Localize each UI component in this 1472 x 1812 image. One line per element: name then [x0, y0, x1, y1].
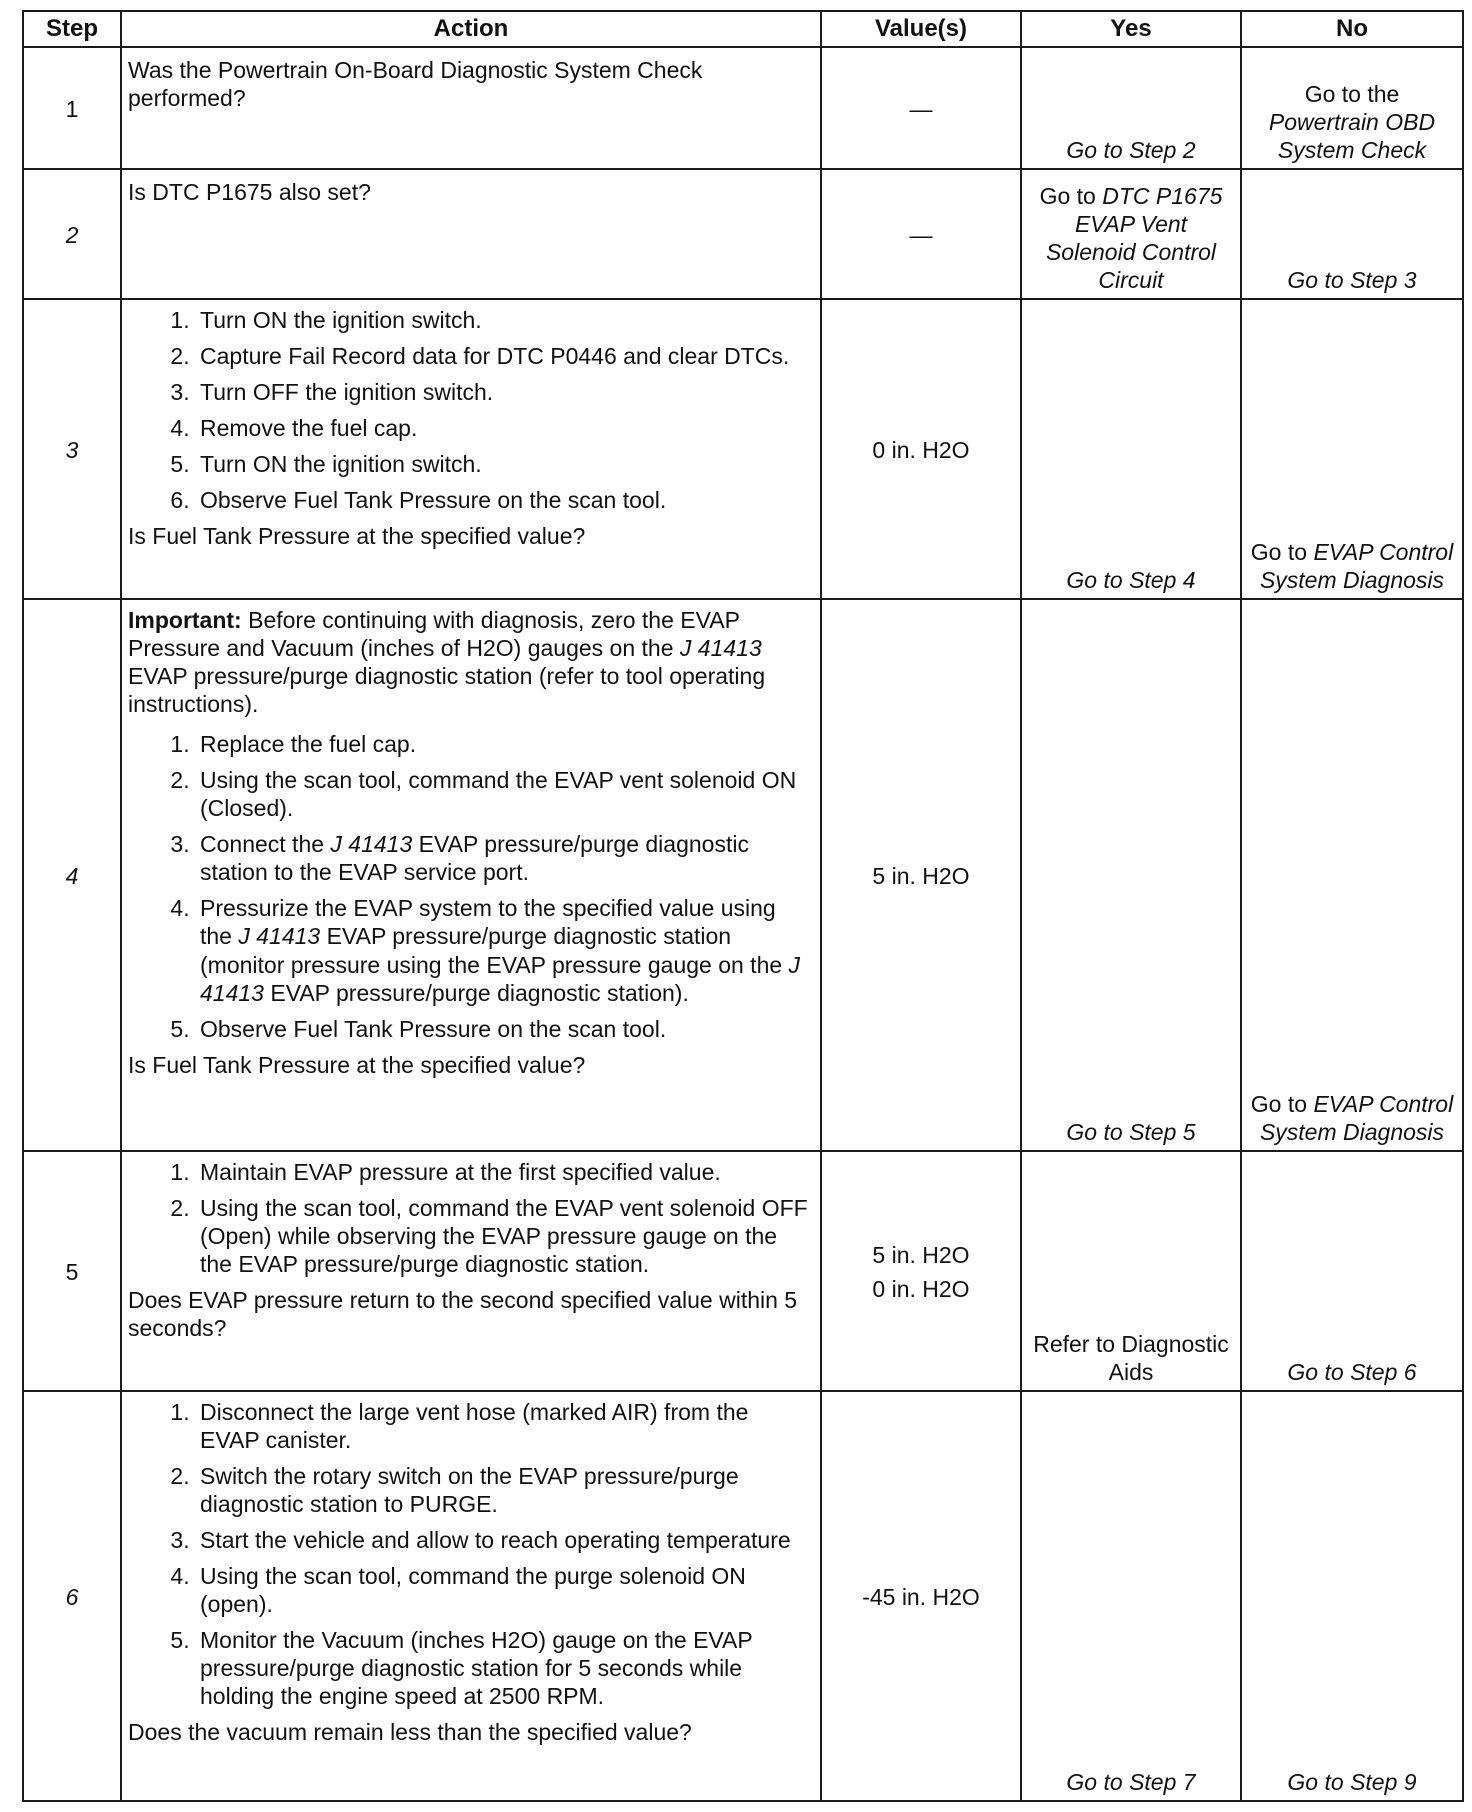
item-text: EVAP pressure/purge diagnostic station to the EVAP service port. [200, 831, 749, 886]
value-second: 0 in. H2O [872, 1276, 970, 1302]
step-question: Is DTC P1675 also set? [128, 179, 371, 205]
procedure-item: 5. Turn ON the ignition switch. [196, 450, 814, 478]
tool-reference: J 41413 [200, 951, 801, 1006]
item-text: EVAP pressure/purge diagnostic station). [270, 979, 689, 1006]
procedure-item: 3. Start the vehicle and allow to reach operating temperature [196, 1526, 814, 1554]
procedure-item: 4. Using the scan tool, command the purge solenoid ON (open). [196, 1562, 814, 1618]
note-text: Before continuing with diagnosis, zero the EVAP Pressure and Vacuum (inches of H2O) gauges on the [128, 607, 740, 662]
header-values: Value(s) [821, 11, 1021, 47]
no-action-prefix: Go to [1250, 538, 1308, 565]
action-cell [121, 299, 821, 599]
procedure-item: 1. Disconnect the large vent hose (marked AIR) from the EVAP canister. [196, 1398, 814, 1454]
step-question: Does EVAP pressure return to the second specified value within 5 seconds? [128, 1287, 798, 1342]
no-action: Go to Step 3 [1241, 169, 1463, 299]
note-text: EVAP pressure/purge diagnostic station (refer to tool operating instructions). [128, 663, 766, 718]
procedure-list [128, 306, 814, 514]
step-3-row [23, 299, 1463, 599]
tool-reference: J 41413 [330, 831, 413, 858]
no-action [1241, 299, 1463, 599]
diagnostic-table [22, 10, 1464, 1802]
no-action: Go to Step 9 [1241, 1391, 1463, 1801]
value-cell: — [821, 169, 1021, 299]
step-number: 5 [23, 1151, 121, 1391]
header-yes: Yes [1021, 11, 1241, 47]
action-cell [121, 47, 821, 169]
step-number: 4 [23, 599, 121, 1151]
yes-action: Refer to Diagnostic Aids [1021, 1151, 1241, 1391]
item-text: Connect the [200, 831, 325, 858]
procedure-item: 6. Observe Fuel Tank Pressure on the scan tool. [196, 486, 814, 514]
step-question: Is Fuel Tank Pressure at the specified value? [128, 1051, 586, 1078]
no-action [1241, 599, 1463, 1151]
header-step: Step [23, 11, 121, 47]
action-cell [121, 169, 821, 299]
action-cell [121, 1391, 821, 1801]
procedure-item [196, 894, 814, 1006]
step-number: 1 [23, 47, 121, 169]
step-5-row [23, 1151, 1463, 1391]
step-question: Does the vacuum remain less than the specified value? [128, 1719, 692, 1746]
step-number: 2 [23, 169, 121, 299]
step-number: 6 [23, 1391, 121, 1801]
procedure-item: 2. Using the scan tool, command the EVAP vent solenoid OFF (Open) while observing the EVAP pressure gauge on the the EVAP pressure/purge diagnostic station. [196, 1194, 814, 1278]
yes-action: Go to Step 4 [1021, 299, 1241, 599]
step-1-row [23, 47, 1463, 169]
value-cell: — [821, 47, 1021, 169]
note-label: Important: [128, 607, 242, 633]
step-2-row [23, 169, 1463, 299]
value-cell: 0 in. H2O [821, 299, 1021, 599]
step-question: Is Fuel Tank Pressure at the specified value? [128, 523, 586, 550]
procedure-item: 5. Monitor the Vacuum (inches H2O) gauge on the EVAP pressure/purge diagnostic station for 5 seconds while holding the engine speed at 2500 RPM. [196, 1626, 814, 1710]
procedure-item: 1. Turn ON the ignition switch. [196, 306, 814, 334]
procedure-item: 1. Replace the fuel cap. [196, 730, 814, 758]
procedure-item: 2. Switch the rotary switch on the EVAP pressure/purge diagnostic station to PURGE. [196, 1462, 814, 1518]
value-cell: -45 in. H2O [821, 1391, 1021, 1801]
procedure-item: 1. Maintain EVAP pressure at the first specified value. [196, 1158, 814, 1186]
procedure-list [128, 1398, 814, 1710]
yes-action: Go to Step 7 [1021, 1391, 1241, 1801]
procedure-list [128, 1158, 814, 1278]
yes-action-link: DTC P1675 EVAP Vent Solenoid Control Circuit [1045, 182, 1223, 293]
item-text: EVAP pressure/purge diagnostic station (monitor pressure using the EVAP pressure gauge on the [200, 923, 783, 978]
yes-action: Go to Step 5 [1021, 599, 1241, 1151]
procedure-item: 3. Turn OFF the ignition switch. [196, 378, 814, 406]
no-action [1241, 47, 1463, 169]
step-4-row [23, 599, 1463, 1151]
no-action-link: Powertrain OBD System Check [1268, 108, 1436, 163]
value-cell [821, 1151, 1021, 1391]
tool-reference: J 41413 [679, 635, 762, 662]
procedure-item: 2. Using the scan tool, command the EVAP vent solenoid ON (Closed). [196, 766, 814, 822]
no-action: Go to Step 6 [1241, 1151, 1463, 1391]
yes-action [1021, 169, 1241, 299]
procedure-item: 5. Observe Fuel Tank Pressure on the scan tool. [196, 1015, 814, 1043]
action-cell [121, 599, 821, 1151]
header-row [23, 11, 1463, 47]
yes-action: Go to Step 2 [1021, 47, 1241, 169]
no-action-prefix: Go to the [1304, 80, 1400, 107]
procedure-item: 2. Capture Fail Record data for DTC P0446 and clear DTCs. [196, 342, 814, 370]
important-note [128, 606, 814, 718]
value-cell: 5 in. H2O [821, 599, 1021, 1151]
no-action-link: EVAP Control System Diagnosis [1259, 538, 1454, 593]
item-text: Pressurize the EVAP system to the specified value using the [200, 895, 776, 950]
step-6-row [23, 1391, 1463, 1801]
header-action: Action [121, 11, 821, 47]
no-action-prefix: Go to [1250, 1090, 1308, 1117]
procedure-item: 4. Remove the fuel cap. [196, 414, 814, 442]
step-number: 3 [23, 299, 121, 599]
value-first: 5 in. H2O [872, 1241, 970, 1268]
no-action-link: EVAP Control System Diagnosis [1259, 1090, 1454, 1145]
tool-reference: J 41413 [238, 923, 321, 950]
procedure-item [196, 830, 814, 886]
header-no: No [1241, 11, 1463, 47]
yes-action-prefix: Go to [1039, 182, 1096, 209]
action-cell [121, 1151, 821, 1391]
step-question: Was the Powertrain On-Board Diagnostic System Check performed? [128, 57, 703, 112]
procedure-list [128, 730, 814, 1042]
